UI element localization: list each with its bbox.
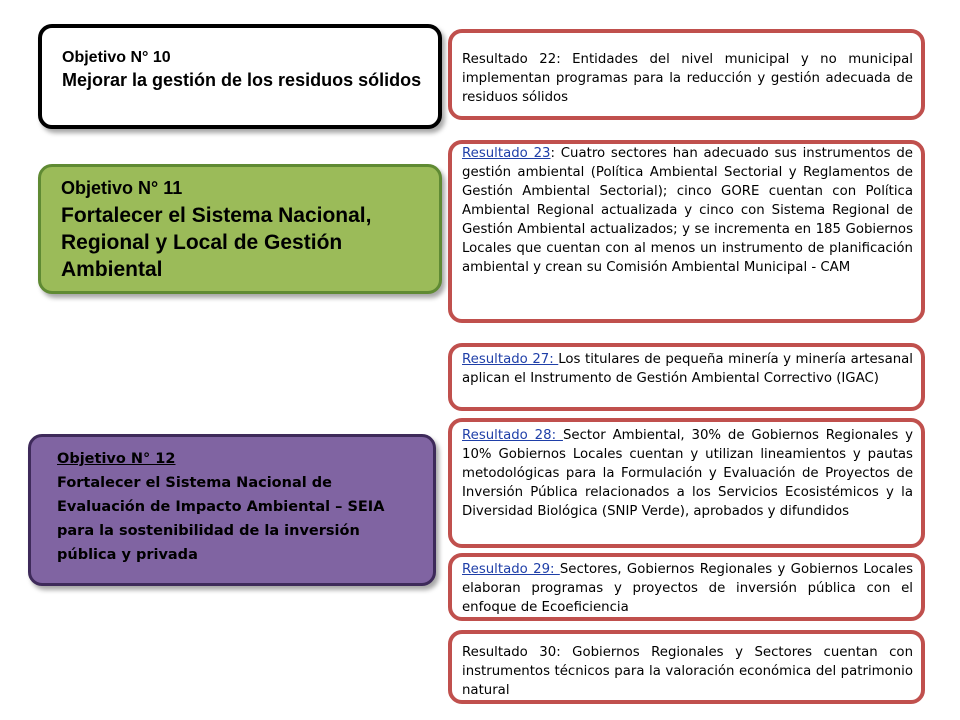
- result-29-label[interactable]: Resultado 29:: [462, 562, 560, 577]
- result-28-label[interactable]: Resultado 28:: [462, 428, 563, 443]
- result-22-box: [448, 29, 925, 120]
- result-29-box: [448, 553, 925, 621]
- result-30-box: [448, 630, 925, 704]
- objective-10-title: Objetivo N° 10: [62, 49, 171, 66]
- objective-10-text: Mejorar la gestión de los residuos sólidos: [62, 70, 422, 90]
- objective-10-box: [38, 24, 442, 129]
- result-23-text: : Cuatro sectores han adecuado sus instrumentos de gestión ambiental (Política Ambiental Sectorial y Reglamentos de Gestión Ambiental Sectorial); cinco GORE cuentan con Política Ambiental Regional actualizada y cinco con Sistema Regional de Gestión Ambiental actualizados; y se incrementa en 185 Gobiernos Locales que cuentan con al menos un instrumento de planificación ambiental y crean su Comisión Ambiental Municipal - CAM: [462, 146, 913, 275]
- objective-12-box: [28, 434, 436, 586]
- result-27-box: [448, 343, 925, 411]
- result-27-text: Los titulares de pequeña minería y minería artesanal aplican el Instrumento de Gestión Ambiental Correctivo (IGAC): [462, 352, 913, 386]
- result-27-label[interactable]: Resultado 27:: [462, 352, 559, 367]
- objective-11-text: Fortalecer el Sistema Nacional, Regional y Local de Gestión Ambiental: [61, 204, 372, 281]
- result-22-text: Resultado 22: Entidades del nivel municipal y no municipal implementan programas para la reducción y gestión adecuada de residuos sólidos: [462, 52, 913, 105]
- objective-12-text: Fortalecer el Sistema Nacional de Evaluación de Impacto Ambiental – SEIA para la sostenibilidad de la inversión pública y privada: [57, 475, 385, 563]
- result-29-text: Sectores, Gobiernos Regionales y Gobiernos Locales elaboran programas y proyectos de inversión pública con el enfoque de Ecoeficiencia: [462, 562, 913, 615]
- result-30-text: Resultado 30: Gobiernos Regionales y Sectores cuentan con instrumentos técnicos para la valoración económica del patrimonio natural: [462, 645, 913, 698]
- result-28-box: [448, 418, 925, 548]
- result-28-text: Sector Ambiental, 30% de Gobiernos Regionales y 10% Gobiernos Locales cuentan y utilizan lineamientos y pautas metodológicas para la Formulación y Evaluación de Proyectos de Inversión Pública relacionados a los Servicios Ecosistémicos y la Diversidad Biológica (SNIP Verde), aprobados y difundidos: [462, 428, 913, 519]
- objective-12-title: Objetivo N° 12: [57, 451, 176, 467]
- result-23-label[interactable]: Resultado 23: [462, 146, 551, 161]
- objective-11-box: [38, 164, 442, 294]
- result-23-box: [448, 140, 925, 323]
- objective-11-title: Objetivo N° 11: [61, 178, 183, 198]
